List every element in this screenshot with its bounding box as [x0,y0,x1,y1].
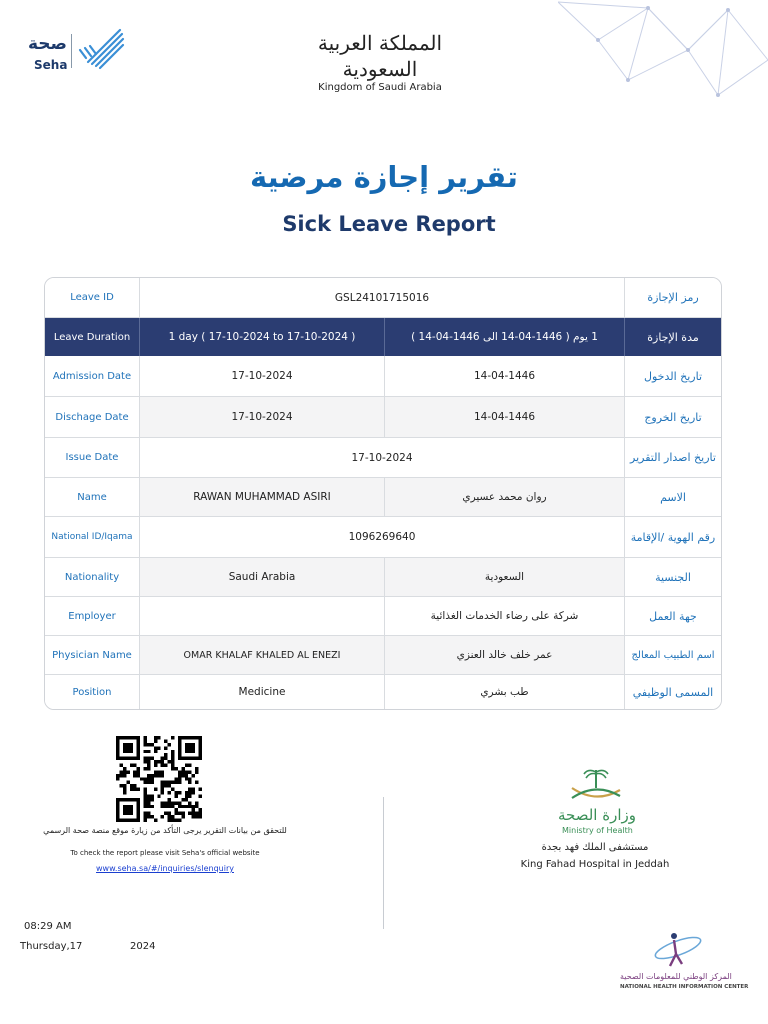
table-row-employer [45,597,721,636]
seha-checkmark-icon [76,28,126,70]
hospital-name-english: King Fahad Hospital in Jeddah [520,859,670,870]
page-title-arabic: تقرير إجازة مرضية [250,160,518,194]
ministry-of-health-logo [548,768,644,838]
row-value: 17-10-2024 [351,451,413,464]
row-value-en [140,597,385,635]
seha-arabic-text: صحة [28,34,67,54]
row-label-en: Admission Date [45,356,140,396]
row-value-ar: 1 يوم ( 1446-04-14 الى 1446-04-14 ) [411,331,598,343]
network-decoration [558,0,768,100]
table-row-name [45,478,721,517]
row-value: GSL24101715016 [334,291,430,304]
row-label-ar: تاريخ الدخول [624,356,721,396]
row-label-ar: تاريخ اصدار التقرير [624,438,721,477]
qr-code[interactable] [116,736,202,822]
row-value-ar: 14-04-1446 [473,411,536,423]
section-divider [383,797,384,929]
nhic-arabic-text: المركز الوطني للمعلومات الصحية [620,972,732,981]
row-value-ar: 14-04-1446 [473,370,536,382]
row-value: 1096269640 [348,531,416,543]
row-value-en: 17-10-2024 [140,356,385,396]
row-label-en: Physician Name [45,636,140,674]
row-label-ar: رقم الهوية /الإقامة [624,517,721,557]
report-table [44,277,722,710]
row-value-ar: السعودية [484,571,525,583]
row-value-en: OMAR KHALAF KHALED AL ENEZI [140,636,385,674]
row-label-ar: اسم الطبيب المعالج [624,636,721,674]
seha-logo-divider [71,34,72,68]
row-label-ar: المسمى الوظيفي [624,675,721,709]
row-value-ar: عمر خلف خالد العنزي [456,649,553,661]
row-label-en: Nationality [45,558,140,596]
table-row-leave-duration [45,318,721,356]
kingdom-arabic-text: المملكة العربية السعودية [317,31,443,81]
issue-date-day: Thursday,17 [20,941,83,952]
row-value-en: Medicine [140,675,385,709]
row-label-ar: الجنسية [624,558,721,596]
table-row-nationality [45,558,721,597]
row-value-ar: طب بشري [480,686,529,698]
row-label-ar: مدة الإجازة [624,318,721,356]
table-row-physician [45,636,721,675]
palm-swords-icon [548,768,644,808]
moh-arabic-text: وزارة الصحة [558,806,636,824]
row-label-en: Name [45,478,140,516]
hospital-name-arabic: مستشفى الملك فهد بجدة [541,842,649,853]
moh-english-text: Ministry of Health [562,826,633,835]
row-label-en: Leave ID [45,278,140,317]
issue-time: 08:29 AM [24,921,72,932]
row-label-en: Employer [45,597,140,635]
table-row-issue-date [45,438,721,478]
row-label-ar: رمز الإجازة [624,278,721,317]
row-value-ar: روان محمد عسيري [462,491,547,503]
table-row-leave-id [45,278,721,318]
row-label-en: National ID/Iqama [45,517,140,557]
row-value-ar: شركة على رضاء الخدمات الغذائية [430,610,579,622]
nhic-logo [618,928,749,994]
table-row-position [45,675,721,709]
verify-text-arabic: للتحقق من بيانات التقرير يرجى التأكد من زيارة موقع منصة صحة الرسمي [43,826,287,835]
table-row-discharge-date [45,397,721,438]
row-value-en: 17-10-2024 [140,397,385,437]
row-label-ar: الاسم [624,478,721,516]
seha-logo [20,28,130,74]
page-title-english: Sick Leave Report [282,212,496,236]
row-label-en: Leave Duration [45,318,140,356]
row-value-en: Saudi Arabia [140,558,385,596]
row-value-en: RAWAN MUHAMMAD ASIRI [140,478,385,516]
nhic-figure-icon [648,928,708,970]
row-label-ar: تاريخ الخروج [624,397,721,437]
seha-english-text: Seha [34,58,68,72]
table-row-national-id [45,517,721,558]
row-label-en: Issue Date [45,438,140,477]
row-label-en: Dischage Date [45,397,140,437]
kingdom-english-text: Kingdom of Saudi Arabia [318,82,442,93]
row-label-ar: جهة العمل [624,597,721,635]
kingdom-emblem [300,30,460,93]
row-label-en: Position [45,675,140,709]
table-row-admission-date [45,356,721,397]
issue-date-year: 2024 [130,941,156,952]
verify-link[interactable]: www.seha.sa/#/inquiries/slenquiry [96,864,234,873]
row-value-en: 1 day ( 17-10-2024 to 17-10-2024 ) [140,318,385,356]
verify-text-english: To check the report please visit Seha's official website [70,849,260,857]
nhic-english-text: NATIONAL HEALTH INFORMATION CENTER [620,984,749,990]
